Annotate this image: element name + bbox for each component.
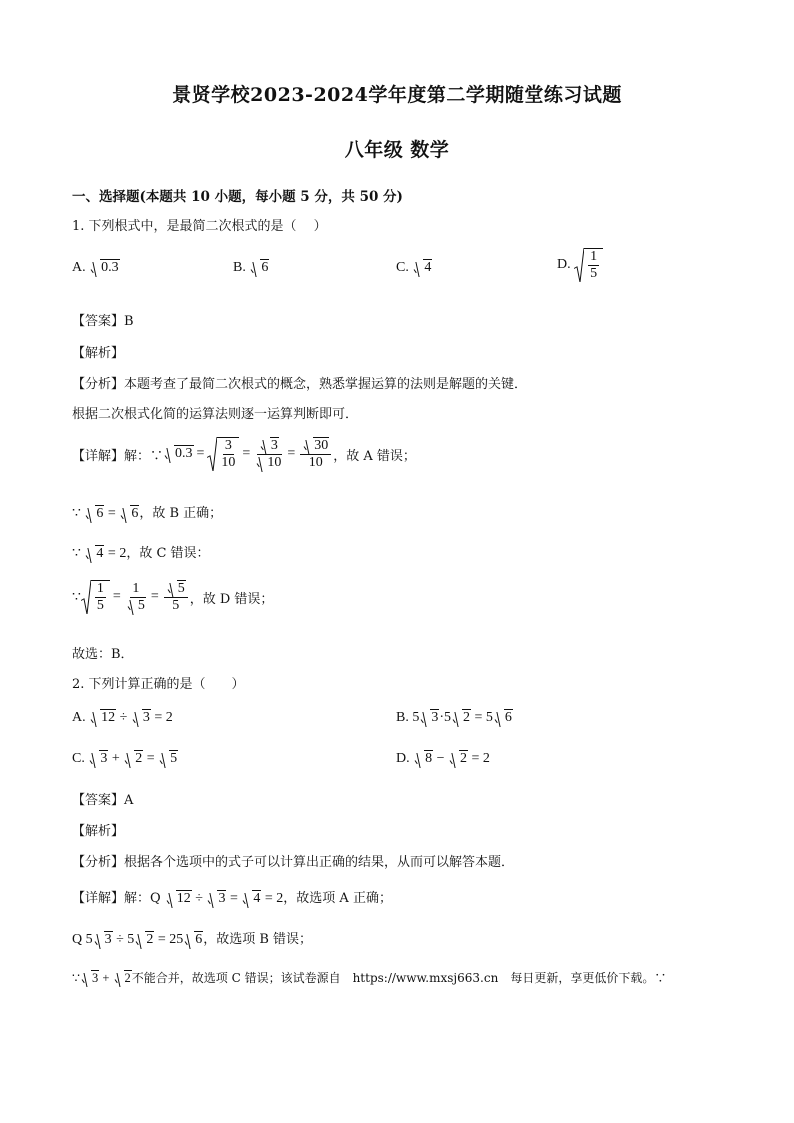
q1-jiexi: 【解析】 (72, 346, 125, 361)
q2-option-c: C. 3 + 2 = 5 (72, 751, 178, 766)
q1-detail-d: ∵ $\frac{1}{5}$ = $\frac{1}{5}$ = $\frac{5}{5}$ ，故 D 错误； (72, 580, 274, 614)
q1-conclusion: 故选：B． (72, 647, 134, 662)
q1-option-d (557, 248, 603, 282)
q1-detail-c: ∵ 4 = 2，故 C 错误： (72, 546, 210, 561)
q2-option-b: B. 5 3·5 2 = 5 6 (396, 710, 512, 725)
q2-option-d: D. 8 − 2 = 2 (396, 751, 490, 766)
option-label: B. (396, 710, 409, 725)
option-label: B. (233, 260, 246, 275)
sqrt-symbol: $\frac{1}{5}$ (81, 580, 110, 614)
option-label: D. (557, 257, 571, 273)
option-label: A. (72, 260, 86, 275)
q1-option-b (233, 260, 269, 276)
q1-fenxi-2: 根据二次根式化简的运算法则逐一运算判断即可． (72, 407, 359, 422)
q1-detail-b: ∵ 6 = 6，故 B 正确； (72, 506, 223, 521)
q1-detail-a: 【详解】解：∵ 0.3 = $\frac{3}{10}$ = $\frac{3}{10}$ = $\frac{30}{10}$ ，故 A 错误； (72, 437, 416, 471)
sqrt-symbol: 0.3 (165, 446, 194, 462)
q2-detail-3: ∵ 3 + 2不能合并，故选项 C 错误；该试卷源自 https://www.mxsj663.cn 每日更新，享更低价下载。∵ (72, 971, 667, 985)
option-label: D. (396, 751, 410, 766)
q1-fenxi: 【分析】本题考查了最简二次根式的概念，熟悉掌握运算的法则是解题的关键． (72, 377, 528, 392)
question-1-stem: 1. 下列根式中，是最简二次根式的是（ ） (72, 219, 327, 234)
option-label: C. (396, 260, 409, 275)
q1-answer: 【答案】B (72, 314, 134, 329)
q2-jiexi: 【解析】 (72, 824, 125, 839)
q2-detail-1: 【详解】解：Q 12 ÷ 3 = 4 = 2，故选项 A 正确； (72, 891, 392, 906)
sqrt-symbol: 4 (414, 260, 432, 276)
q1-option-c (396, 260, 432, 276)
section-heading: 一、选择题(本题共 10 小题，每小题 5 分，共 50 分) (72, 189, 403, 205)
q2-option-a: A. 12 ÷ 3 = 2 (72, 710, 173, 725)
option-label: A. (72, 710, 86, 725)
option-label: C. (72, 751, 85, 766)
page-title: 景贤学校2023-2024学年度第二学期随堂练习试题 (172, 84, 622, 106)
sqrt-symbol: 6 (251, 260, 269, 276)
sqrt-symbol: $\frac{1}{5}$ (574, 248, 603, 282)
sqrt-symbol: 6 (121, 506, 139, 522)
sqrt-symbol: 4 (86, 546, 104, 562)
sqrt-symbol: 6 (86, 506, 104, 522)
sqrt-symbol: 0.3 (91, 260, 120, 276)
q2-answer: 【答案】A (72, 793, 134, 808)
sqrt-symbol: $\frac{3}{10}$ (207, 437, 239, 471)
q2-detail-2: Q 5 3 ÷ 5 2 = 25 6，故选项 B 错误； (72, 932, 313, 947)
question-2-stem: 2. 下列计算正确的是（ ） (72, 677, 245, 692)
page-subtitle: 八年级 数学 (344, 139, 450, 161)
q1-option-a (72, 260, 120, 276)
q2-fenxi: 【分析】根据各个选项中的式子可以计算出正确的结果，从而可以解答本题． (72, 855, 515, 870)
